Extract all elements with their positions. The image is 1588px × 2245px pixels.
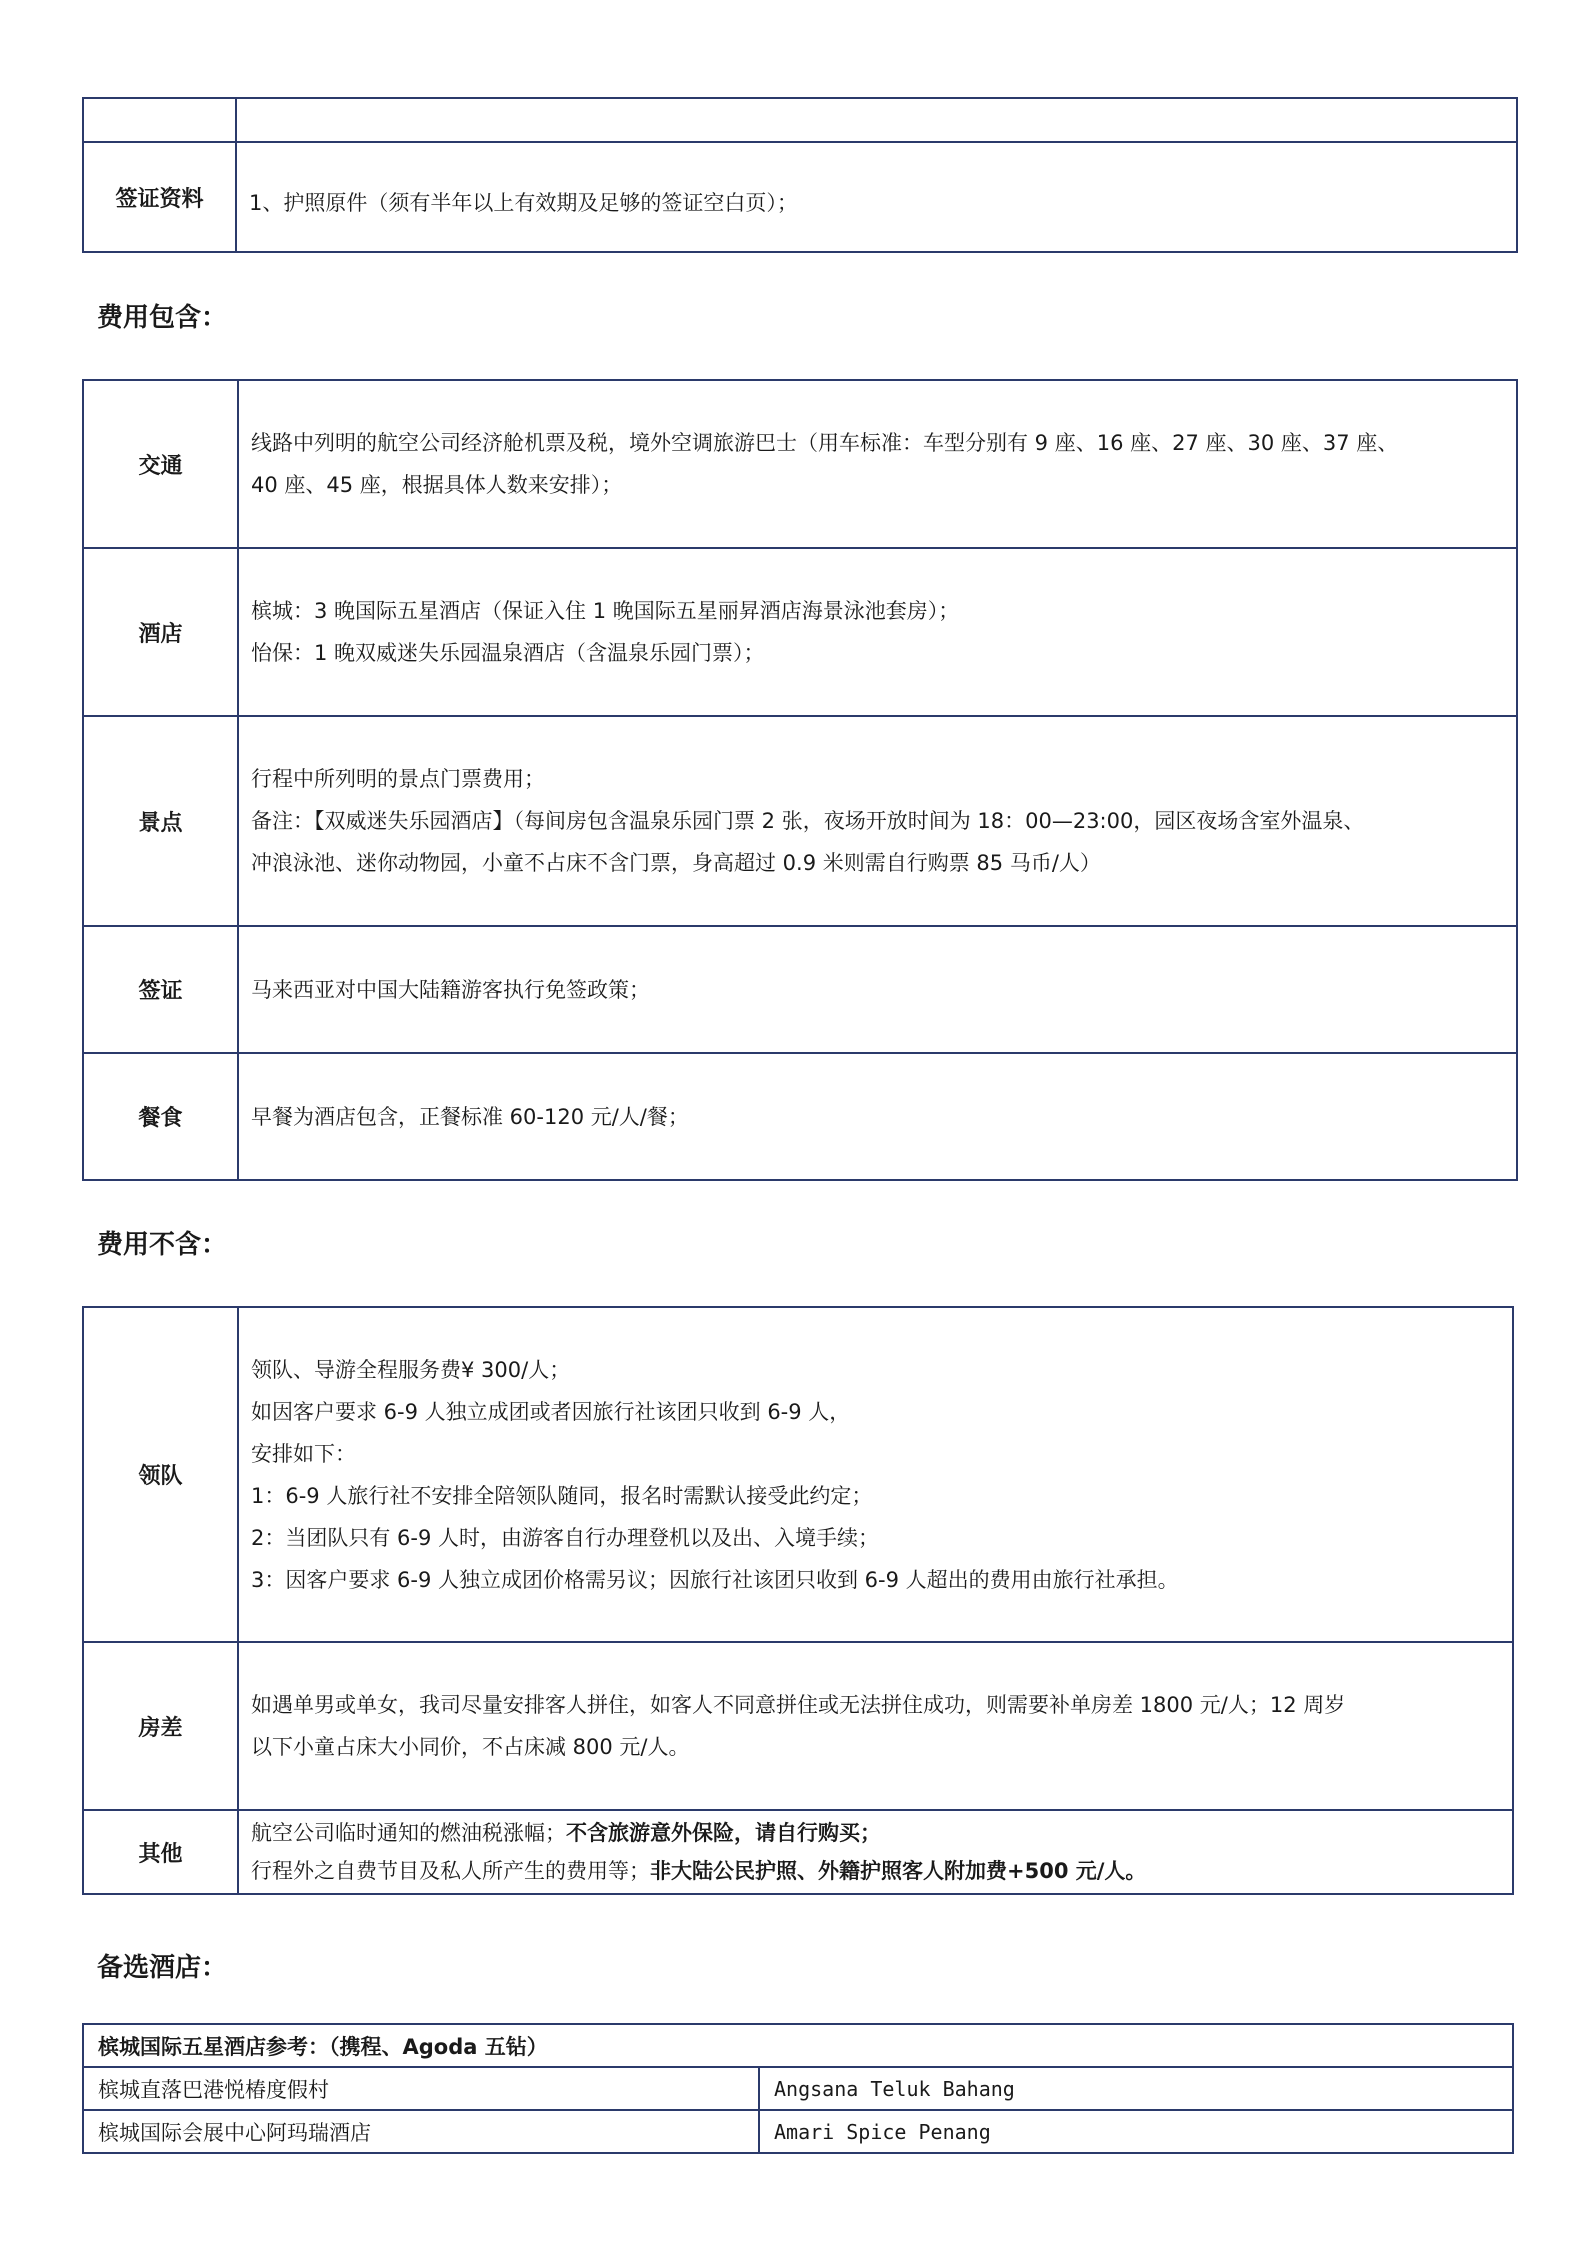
content-line: 早餐为酒店包含，正餐标准 60-120 元/人/餐； (251, 1104, 689, 1129)
content-line: 马来西亚对中国大陆籍游客执行免签政策； (251, 977, 650, 1002)
included-content-visa (238, 926, 1517, 1053)
excluded-row-other (83, 1810, 1513, 1894)
content-line: 槟城：3 晚国际五星酒店（保证入住 1 晚国际五星丽昇酒店海景泳池套房）； (251, 599, 960, 623)
hotels-title-row (83, 2024, 1513, 2067)
other-line1-normal: 航空公司临时通知的燃油税涨幅； (251, 1821, 566, 1845)
excluded-table (82, 1306, 1514, 1895)
visa-table-top-row (83, 98, 1517, 142)
hotels-title: 槟城国际五星酒店参考：（携程、Agoda 五钻） (83, 2024, 1513, 2067)
included-row-meals (83, 1053, 1517, 1180)
included-row-visa (83, 926, 1517, 1053)
included-row-transport (83, 380, 1517, 548)
included-content-meals (238, 1053, 1517, 1180)
content-line: 3：因客户要求 6-9 人独立成团价格需另议；因旅行社该团只收到 6-9 人超出的费用由旅行社承担。 (251, 1567, 1179, 1592)
visa-content (236, 142, 1517, 252)
content-line: 1：6-9 人旅行社不安排全陪领队随同，报名时需默认接受此约定； (251, 1483, 873, 1508)
included-row-hotel (83, 548, 1517, 716)
visa-label: 签证资料 (83, 142, 236, 252)
included-content-hotel (238, 548, 1517, 716)
excluded-label-room: 房差 (83, 1642, 238, 1810)
content-line: 线路中列明的航空公司经济舱机票及税，境外空调旅游巴士（用车标准：车型分别有 9 座、16 座、27 座、30 座、37 座、 (251, 431, 1399, 455)
content-line: 40 座、45 座，根据具体人数来安排）； (251, 473, 623, 497)
other-line2-bold: 非大陆公民护照、外籍护照客人附加费+500 元/人。 (650, 1859, 1147, 1883)
hotels-heading: 备选酒店： (97, 1953, 228, 1983)
excluded-label-leader: 领队 (83, 1307, 238, 1642)
visa-table (82, 97, 1518, 253)
excluded-heading: 费用不含： (97, 1230, 228, 1260)
excluded-content-leader (238, 1307, 1513, 1642)
hotel-row (83, 2067, 1513, 2110)
content-line: 冲浪泳池、迷你动物园，小童不占床不含门票，身高超过 0.9 米则需自行购票 85 马币/人） (251, 851, 1101, 875)
content-line: 2：当团队只有 6-9 人时，由游客自行办理登机以及出、入境手续； (251, 1525, 880, 1550)
hotel-name-cn: 槟城直落巴港悦椿度假村 (83, 2067, 759, 2110)
excluded-label-other: 其他 (83, 1810, 238, 1894)
hotel-name-cn: 槟城国际会展中心阿玛瑞酒店 (83, 2110, 759, 2153)
included-label-hotel: 酒店 (83, 548, 238, 716)
content-line: 领队、导游全程服务费¥ 300/人； (251, 1357, 571, 1382)
visa-table-empty-cell (83, 98, 236, 142)
content-line (251, 1852, 1500, 1890)
other-line2-normal: 行程外之自费节目及私人所产生的费用等； (251, 1859, 650, 1883)
content-line: 如遇单男或单女，我司尽量安排客人拼住，如客人不同意拼住或无法拼住成功，则需要补单房差 1800 元/人；12 周岁 (251, 1693, 1346, 1717)
included-content-transport (238, 380, 1517, 548)
included-label-transport: 交通 (83, 380, 238, 548)
other-line1-bold: 不含旅游意外保险，请自行购买； (566, 1821, 881, 1845)
included-table (82, 379, 1518, 1181)
hotels-table (82, 2023, 1514, 2154)
included-label-meals: 餐食 (83, 1053, 238, 1180)
included-content-attractions (238, 716, 1517, 926)
excluded-content-room (238, 1642, 1513, 1810)
included-label-attractions: 景点 (83, 716, 238, 926)
content-line: 以下小童占床大小同价，不占床减 800 元/人。 (251, 1735, 690, 1759)
hotel-name-en: Amari Spice Penang (759, 2110, 1513, 2153)
visa-content-line: 1、护照原件（须有半年以上有效期及足够的签证空白页）； (249, 191, 798, 215)
content-line: 怡保：1 晚双威迷失乐园温泉酒店（含温泉乐园门票）； (251, 641, 765, 665)
content-line: 安排如下： (251, 1441, 356, 1466)
content-line: 如因客户要求 6-9 人独立成团或者因旅行社该团只收到 6-9 人， (251, 1399, 851, 1424)
hotel-name-en: Angsana Teluk Bahang (759, 2067, 1513, 2110)
visa-table-row (83, 142, 1517, 252)
content-line (251, 1814, 1500, 1852)
excluded-row-leader (83, 1307, 1513, 1642)
visa-table-empty-cell (236, 98, 1517, 142)
included-row-attractions (83, 716, 1517, 926)
included-heading: 费用包含： (97, 303, 228, 333)
hotel-row (83, 2110, 1513, 2153)
excluded-content-other (238, 1810, 1513, 1894)
included-label-visa: 签证 (83, 926, 238, 1053)
content-line: 行程中所列明的景点门票费用； (251, 767, 545, 791)
excluded-row-room (83, 1642, 1513, 1810)
content-line: 备注：【双威迷失乐园酒店】（每间房包含温泉乐园门票 2 张，夜场开放时间为 18：00—23:00，园区夜场含室外温泉、 (251, 809, 1365, 833)
